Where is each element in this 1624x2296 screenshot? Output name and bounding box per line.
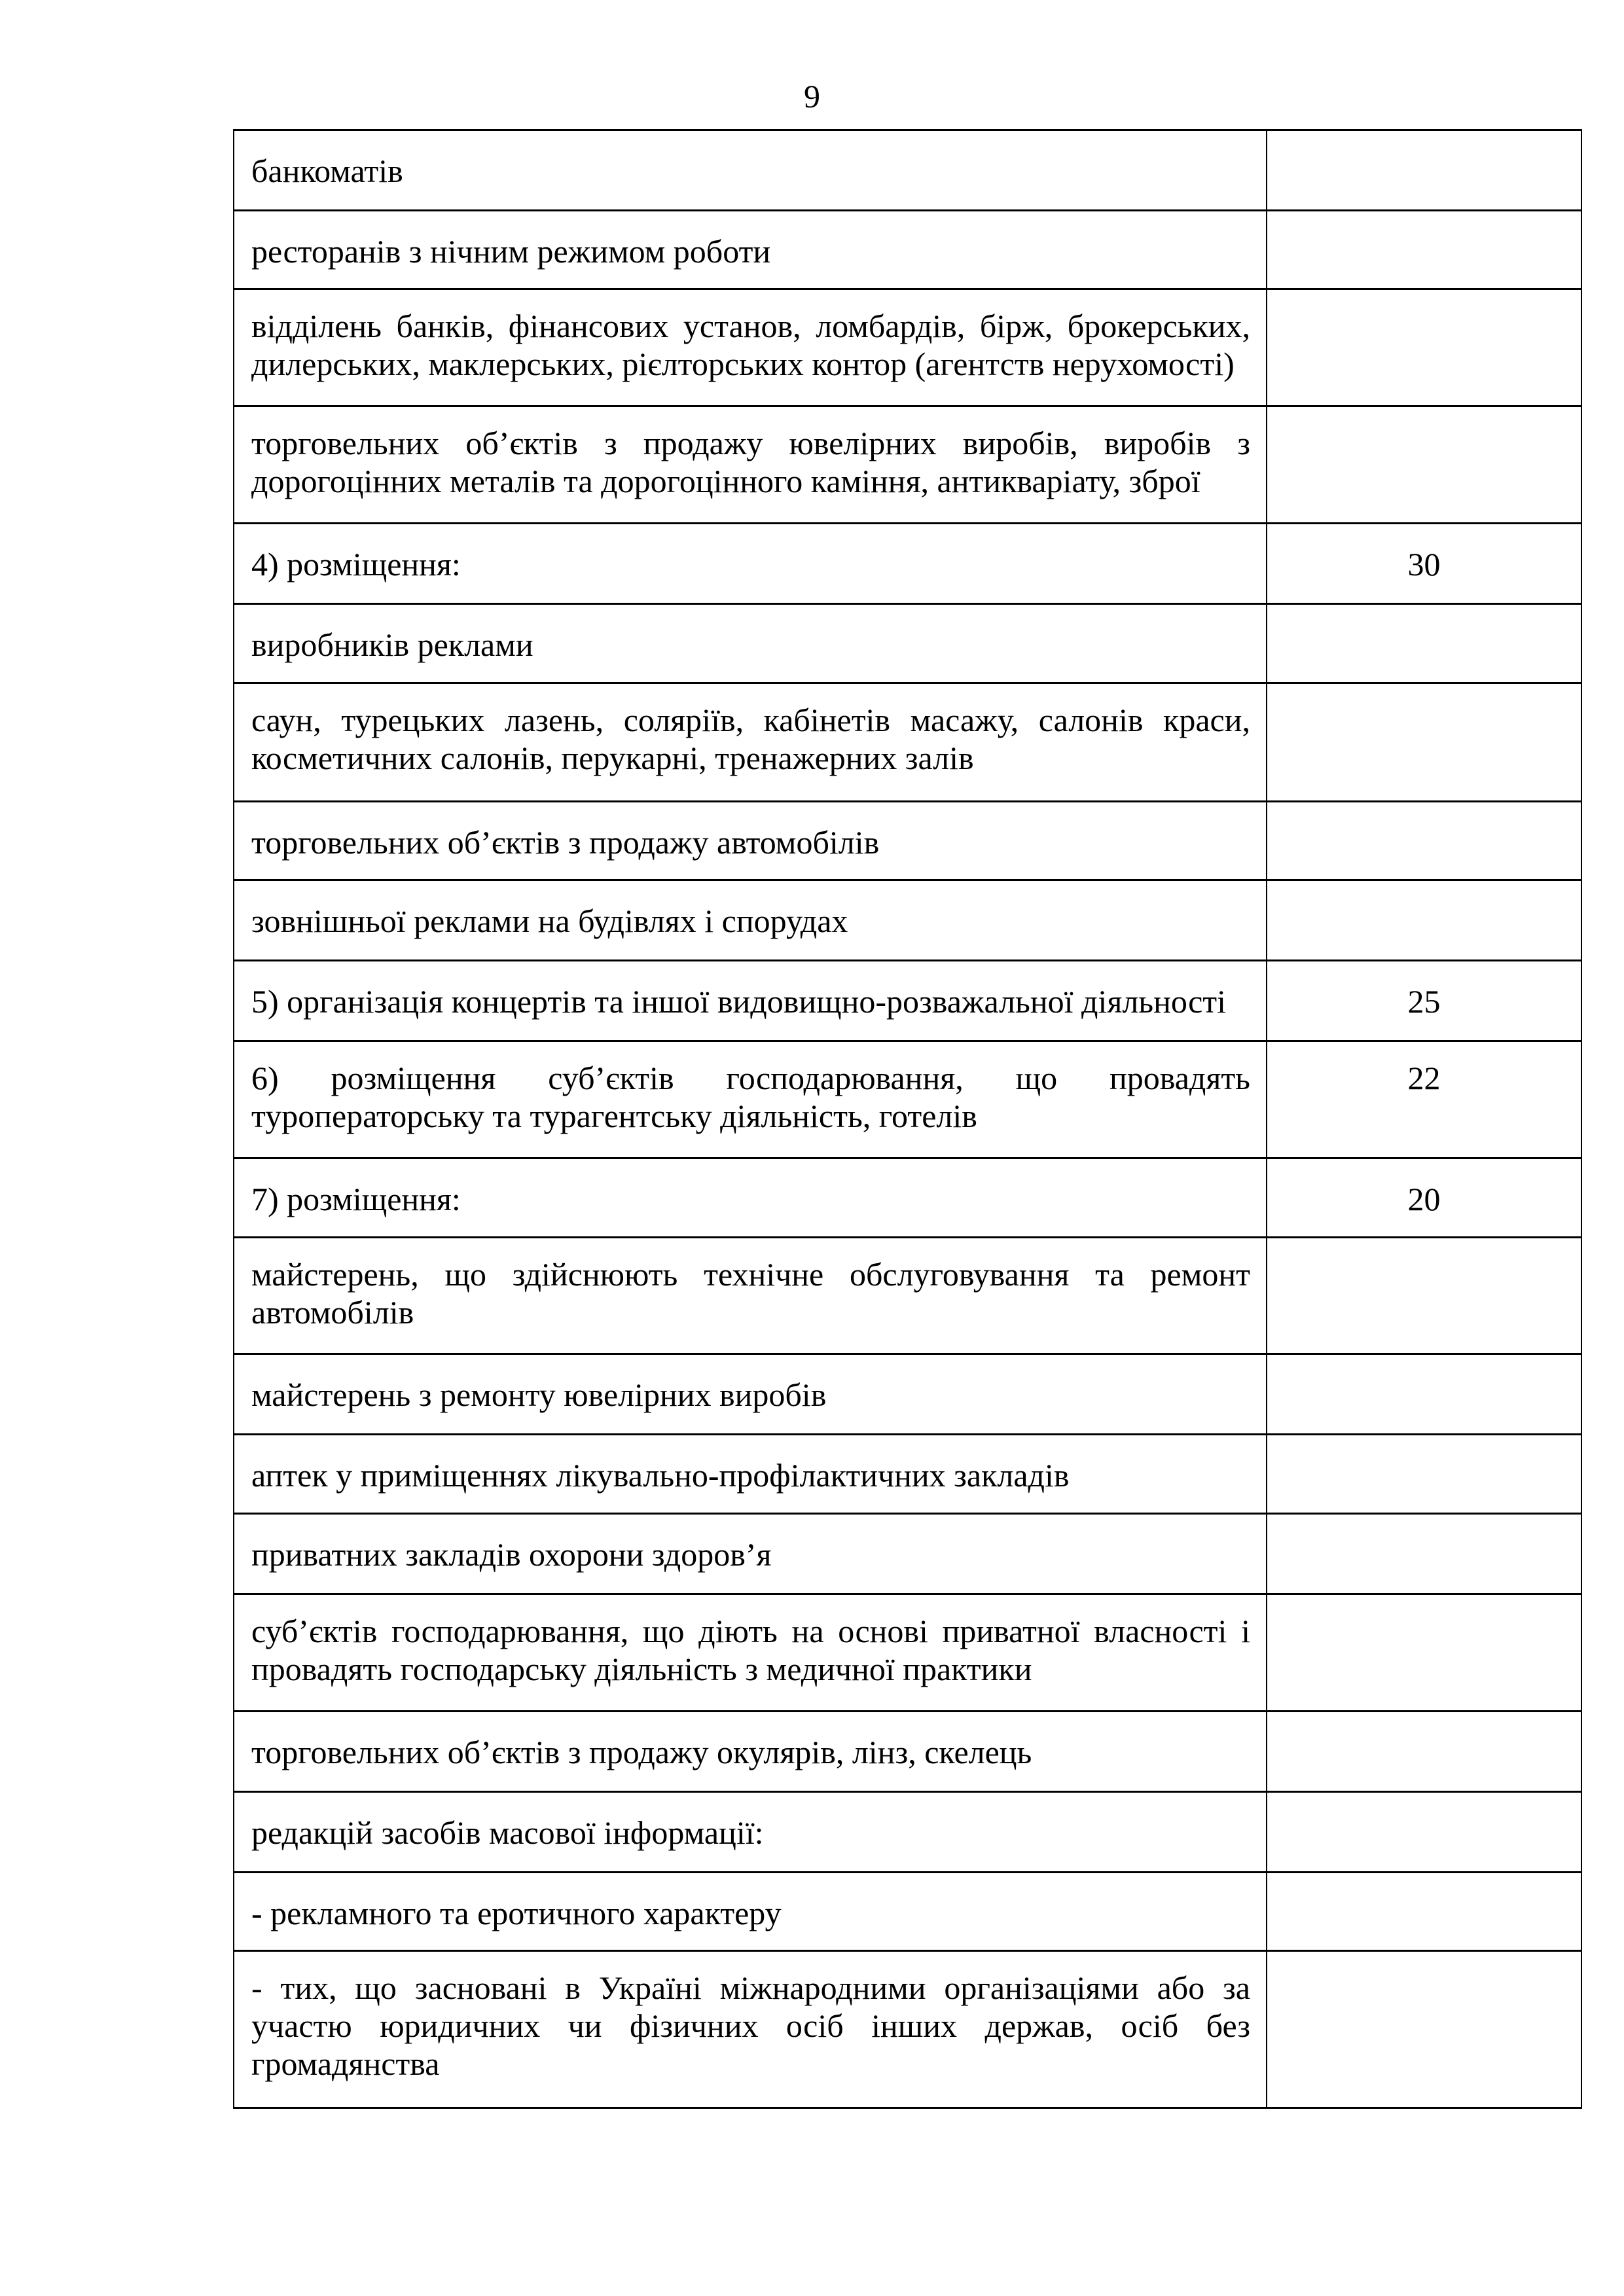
row-description: саун, турецьких лазень, соляріїв, кабінетів масажу, салонів краси, косметичних салонів, перукарні, тренажерних залів	[234, 684, 1267, 800]
table-row	[234, 1159, 1581, 1238]
row-value	[1267, 1355, 1581, 1433]
row-description: майстерень з ремонту ювелірних виробів	[234, 1355, 1267, 1433]
table-row	[234, 1595, 1581, 1712]
row-description: відділень банків, фінансових установ, ломбардів, бірж, брокерських, дилерських, маклерських, рієлторських контор (агентств нерухомості)	[234, 290, 1267, 405]
row-description: торговельних об’єктів з продажу автомобілів	[234, 802, 1267, 879]
row-value	[1267, 802, 1581, 879]
table-row	[234, 1042, 1581, 1159]
table-row	[234, 290, 1581, 407]
table-row	[234, 684, 1581, 802]
table-row	[234, 524, 1581, 605]
rates-table	[233, 129, 1582, 2109]
row-value	[1267, 684, 1581, 800]
table-row	[234, 1793, 1581, 1873]
table-row	[234, 961, 1581, 1042]
row-description: 6) розміщення суб’єктів господарювання, що провадять туроператорську та турагентську діяльність, готелів	[234, 1042, 1267, 1157]
row-value: 20	[1407, 1181, 1441, 1217]
table-row	[234, 605, 1581, 684]
row-value	[1267, 1952, 1581, 2107]
row-value	[1267, 1238, 1581, 1353]
row-description: 5) організація концертів та іншої видовищно-розважальної діяльності	[234, 961, 1267, 1040]
row-value	[1267, 1793, 1581, 1871]
table-row	[234, 802, 1581, 881]
row-description: банкоматів	[234, 131, 1267, 209]
table-row	[234, 407, 1581, 524]
table-row	[234, 1712, 1581, 1793]
row-description: - рекламного та еротичного характеру	[234, 1873, 1267, 1950]
row-description: торговельних об’єктів з продажу окулярів, лінз, скелець	[234, 1712, 1267, 1791]
row-value	[1267, 605, 1581, 682]
row-description: зовнішньої реклами на будівлях і спорудах	[234, 881, 1267, 960]
row-value	[1267, 407, 1581, 522]
row-description: майстерень, що здійснюють технічне обслуговування та ремонт автомобілів	[234, 1238, 1267, 1353]
row-description: аптек у приміщеннях лікувально-профілактичних закладів	[234, 1435, 1267, 1513]
table-row	[234, 1952, 1581, 2109]
row-value	[1267, 1712, 1581, 1791]
row-description: - тих, що засновані в Україні міжнародними організаціями або за участю юридичних чи фізичних осіб інших держав, осіб без громадянства	[234, 1952, 1267, 2107]
row-value	[1267, 131, 1581, 209]
row-value	[1267, 1873, 1581, 1950]
row-description: 4) розміщення:	[234, 524, 1267, 603]
row-value	[1267, 1595, 1581, 1710]
row-value	[1267, 881, 1581, 960]
row-description: приватних закладів охорони здоров’я	[234, 1515, 1267, 1593]
row-description: 7) розміщення:	[234, 1159, 1267, 1236]
row-description: торговельних об’єктів з продажу ювелірних виробів, виробів з дорогоцінних металів та дорогоцінного каміння, антикваріату, зброї	[234, 407, 1267, 522]
page-number: 9	[804, 78, 820, 115]
row-value	[1267, 211, 1581, 288]
row-description: виробників реклами	[234, 605, 1267, 682]
table-row	[234, 1435, 1581, 1515]
row-value	[1267, 290, 1581, 405]
row-value: 30	[1407, 546, 1441, 583]
row-value	[1267, 1435, 1581, 1513]
table-row	[234, 1873, 1581, 1952]
table-row	[234, 1238, 1581, 1355]
table-row	[234, 131, 1581, 211]
row-value	[1267, 1515, 1581, 1593]
row-description: суб’єктів господарювання, що діють на основі приватної власності і провадять господарську діяльність з медичної практики	[234, 1595, 1267, 1710]
row-description: ресторанів з нічним режимом роботи	[234, 211, 1267, 288]
row-value: 25	[1407, 983, 1441, 1020]
table-row	[234, 1515, 1581, 1595]
table-row	[234, 1355, 1581, 1435]
row-value: 22	[1407, 1060, 1441, 1096]
row-description: редакцій засобів масової інформації:	[234, 1793, 1267, 1871]
table-row	[234, 211, 1581, 290]
table-row	[234, 881, 1581, 961]
